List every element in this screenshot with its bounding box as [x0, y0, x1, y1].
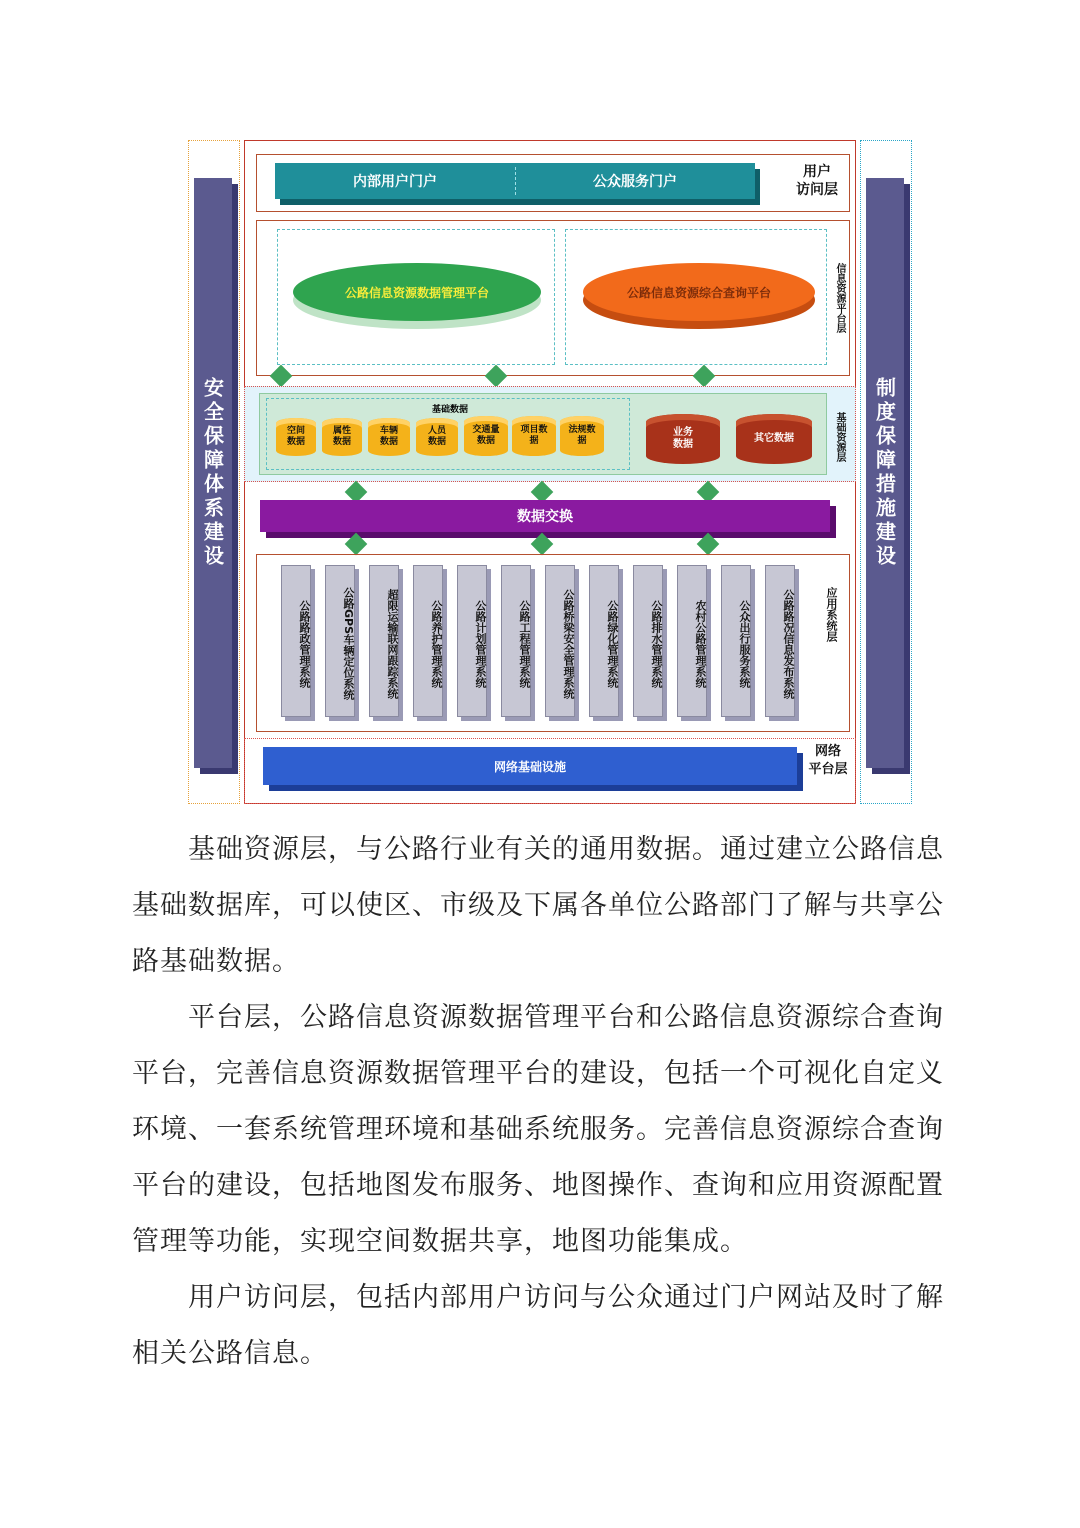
system-box: 公路工程管理系统	[501, 565, 531, 717]
system-box: 公路GPS车辆定位系统	[325, 565, 355, 717]
platform-layer	[256, 220, 850, 376]
system-box: 公路养护管理系统	[413, 565, 443, 717]
data-exchange-bar: 数据交换	[260, 500, 830, 532]
query-platform: 公路信息资源综合查询平台	[583, 263, 815, 321]
system-box: 公路路况信息发布系统	[765, 565, 795, 717]
paragraph-text: 平台层，公路信息资源数据管理平台和公路信息资源综合查询平台，完善信息资源数据管理平台的建设，包括一个可视化自定义环境、一套系统管理环境和基础系统服务。完善信息资源综合查询平台的建设，包括地图发布服务、地图操作、查询和应用资源配置管理等功能，实现空间数据共享，地图功能集成。	[132, 1002, 944, 1257]
network-label: 网络 平台层	[808, 744, 848, 777]
paragraph-user-access	[132, 1270, 952, 1382]
left-side-bar: 安全保障体系建设	[194, 178, 232, 768]
portal-bar	[275, 163, 755, 199]
network-layer	[244, 738, 856, 804]
paragraph-platform	[132, 990, 952, 1270]
system-box: 公路绿化管理系统	[589, 565, 619, 717]
cylinder-vehicle: 车辆 数据	[368, 418, 410, 456]
basic-resource-inner	[259, 393, 827, 475]
basic-data-title: 基础数据	[431, 405, 468, 415]
cylinder-attribute: 属性 数据	[322, 418, 362, 456]
system-box: 公路桥梁安全管理系统	[545, 565, 575, 717]
portal-internal: 内部用户门户	[353, 174, 437, 190]
management-platform: 公路信息资源数据管理平台	[293, 263, 541, 321]
cylinder-personnel: 人员 数据	[416, 418, 458, 456]
paragraph-text: 基础资源层，与公路行业有关的通用数据。通过建立公路信息基础数据库，可以使区、市级及下属各单位公路部门了解与共享公路基础数据。	[132, 834, 944, 977]
cylinder-project: 项目数 据	[512, 416, 556, 456]
user-access-label: 用户 访问层	[796, 164, 838, 198]
platform-label: 信息资源平台层	[834, 263, 845, 333]
cylinder-regulation: 法规数 据	[560, 416, 604, 456]
portal-public: 公众服务门户	[593, 174, 677, 190]
right-side-bar: 制度保障措施建设	[866, 178, 904, 768]
system-box: 超限运输联网跟踪系统	[369, 565, 399, 717]
system-box: 农村公路管理系统	[677, 565, 707, 717]
user-access-layer	[256, 154, 850, 212]
basic-resource-layer	[244, 386, 856, 482]
application-layer	[256, 554, 850, 732]
paragraph-text: 用户访问层，包括内部用户访问与公众通过门户网站及时了解相关公路信息。	[132, 1282, 944, 1369]
system-box: 公路计划管理系统	[457, 565, 487, 717]
cylinder-other: 其它数据	[736, 414, 812, 464]
system-box: 公路路政管理系统	[281, 565, 311, 717]
cylinder-business: 业务 数据	[646, 414, 720, 464]
system-box: 公路排水管理系统	[633, 565, 663, 717]
cylinder-traffic: 交通量 数据	[464, 416, 508, 456]
application-label: 应用系统层	[825, 586, 838, 642]
network-bar: 网络基础设施	[263, 747, 797, 785]
basic-resource-label: 基础资源层	[834, 412, 845, 462]
paragraph-basic-resource	[132, 822, 952, 990]
architecture-diagram	[186, 138, 914, 808]
cylinder-spatial: 空间 数据	[276, 418, 316, 456]
system-box: 公众出行服务系统	[721, 565, 751, 717]
